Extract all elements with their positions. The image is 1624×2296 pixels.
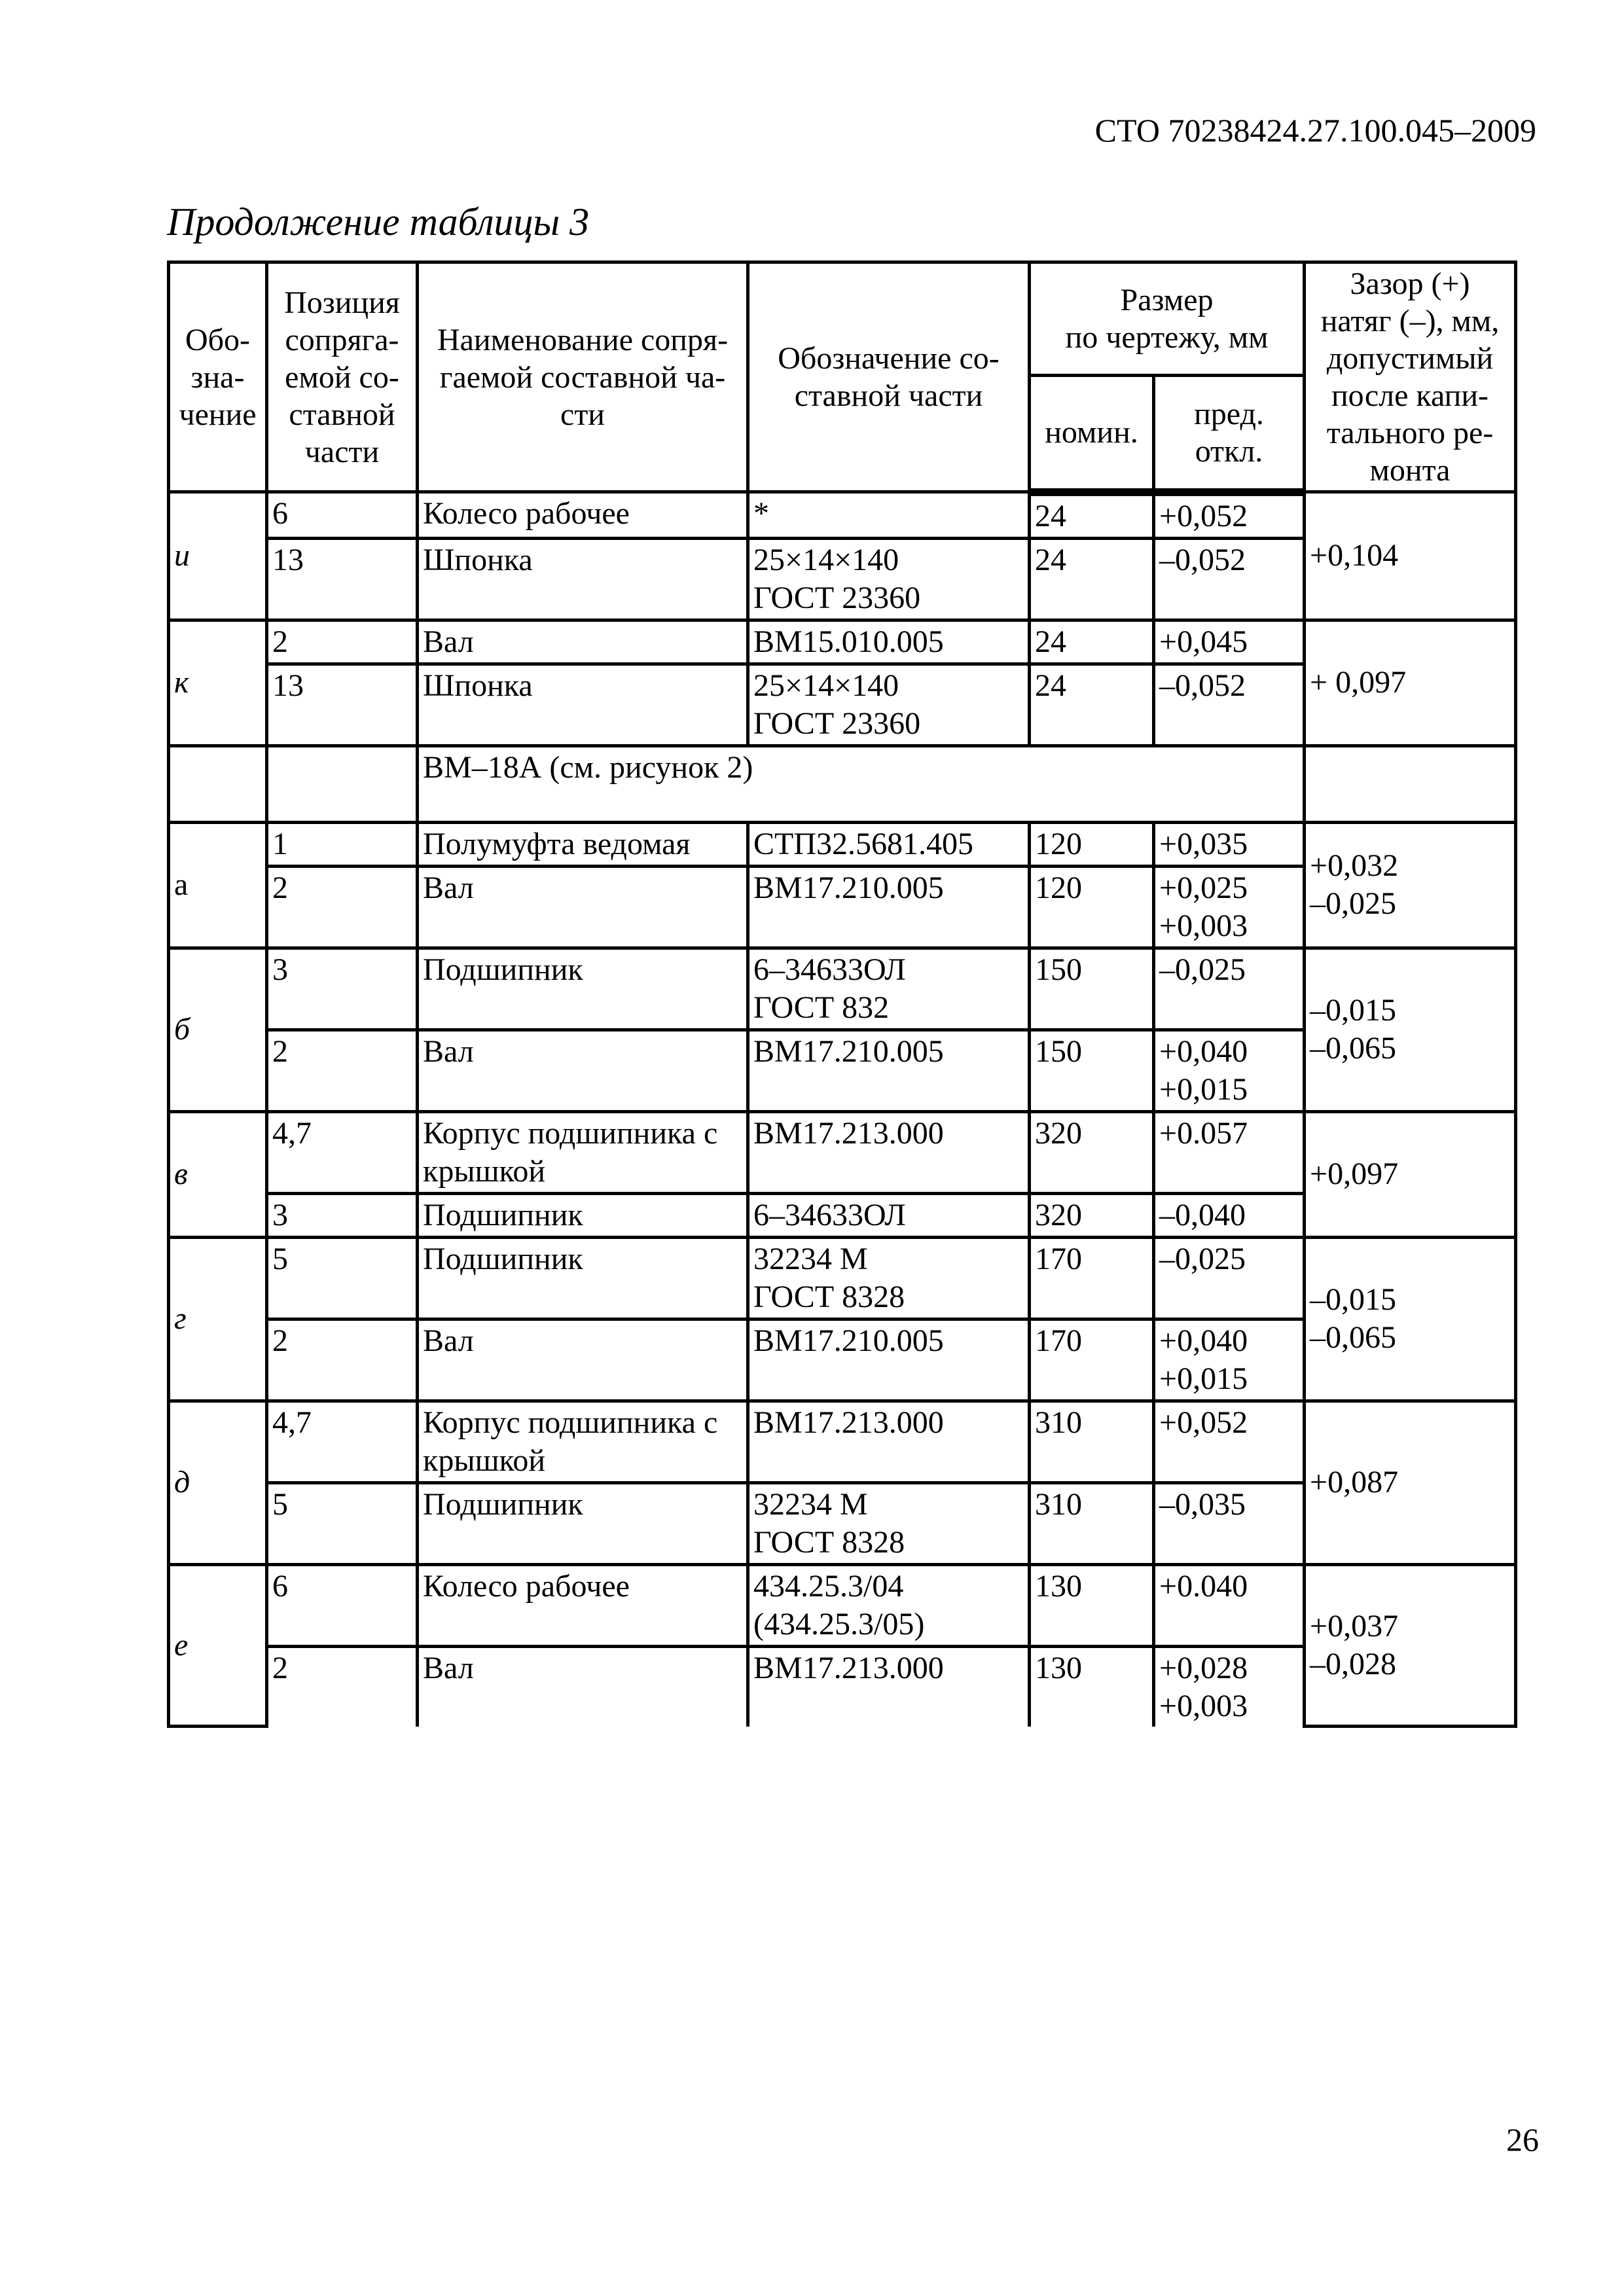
part-name-cell: Вал bbox=[418, 620, 748, 664]
position-cell: 3 bbox=[267, 948, 418, 1030]
deviation-cell: +0,040 +0,015 bbox=[1154, 1319, 1305, 1401]
designation-mark: и bbox=[169, 492, 267, 620]
position-cell: 3 bbox=[267, 1193, 418, 1237]
clearance-cell: –0,015 –0,065 bbox=[1305, 1237, 1516, 1401]
deviation-cell: +0,045 bbox=[1154, 620, 1305, 664]
clearance-cell: –0,015 –0,065 bbox=[1305, 948, 1516, 1111]
part-code-cell: ВМ17.210.005 bbox=[748, 866, 1030, 948]
deviation-cell: +0,028 +0,003 bbox=[1154, 1646, 1305, 1727]
nominal-size-cell: 150 bbox=[1030, 1030, 1154, 1111]
part-name-cell: Колесо рабочее bbox=[418, 492, 748, 539]
header-clearance: Зазор (+) натяг (–), мм, допустимый после капи- тального ре- монта bbox=[1305, 262, 1516, 492]
position-cell: 1 bbox=[267, 822, 418, 866]
part-code-cell: 32234 М ГОСТ 8328 bbox=[748, 1237, 1030, 1319]
page-number: 26 bbox=[1506, 2121, 1539, 2158]
clearance-cell: + 0,097 bbox=[1305, 620, 1516, 745]
position-cell: 4,7 bbox=[267, 1111, 418, 1193]
table-caption: Продолжение таблицы 3 bbox=[167, 200, 590, 243]
deviation-cell: –0,052 bbox=[1154, 664, 1305, 745]
nominal-size-cell: 24 bbox=[1030, 492, 1154, 539]
position-cell: 2 bbox=[267, 1646, 418, 1727]
part-code-cell: ВМ17.213.000 bbox=[748, 1646, 1030, 1727]
nominal-size-cell: 320 bbox=[1030, 1111, 1154, 1193]
designation-mark: е bbox=[169, 1564, 267, 1727]
position-cell: 6 bbox=[267, 1564, 418, 1646]
table-row bbox=[169, 1237, 1516, 1319]
part-code-cell: 6–34633ОЛ bbox=[748, 1193, 1030, 1237]
deviation-cell: +0.040 bbox=[1154, 1564, 1305, 1646]
designation-mark: к bbox=[169, 620, 267, 745]
nominal-size-cell: 170 bbox=[1030, 1319, 1154, 1401]
empty-cell bbox=[267, 745, 418, 822]
empty-cell bbox=[169, 745, 267, 822]
header-designation: Обо- зна- чение bbox=[169, 262, 267, 492]
nominal-size-cell: 310 bbox=[1030, 1482, 1154, 1564]
nominal-size-cell: 170 bbox=[1030, 1237, 1154, 1319]
nominal-size-cell: 130 bbox=[1030, 1564, 1154, 1646]
designation-mark: г bbox=[169, 1237, 267, 1401]
header-part-name: Наименование сопря- гаемой составной ча- сти bbox=[418, 262, 748, 492]
part-code-cell: 25×14×140 ГОСТ 23360 bbox=[748, 664, 1030, 745]
part-name-cell: Колесо рабочее bbox=[418, 1564, 748, 1646]
deviation-cell: +0,052 bbox=[1154, 492, 1305, 539]
header-size: Размер по чертежу, мм bbox=[1030, 262, 1305, 376]
position-cell: 5 bbox=[267, 1482, 418, 1564]
deviation-cell: –0,040 bbox=[1154, 1193, 1305, 1237]
deviation-cell: +0,035 bbox=[1154, 822, 1305, 866]
part-code-cell: ВМ17.213.000 bbox=[748, 1401, 1030, 1482]
section-row bbox=[169, 745, 1516, 822]
part-name-cell: Подшипник bbox=[418, 948, 748, 1030]
nominal-size-cell: 24 bbox=[1030, 620, 1154, 664]
nominal-size-cell: 320 bbox=[1030, 1193, 1154, 1237]
position-cell: 2 bbox=[267, 1319, 418, 1401]
header-position: Позиция сопряга- емой со- ставной части bbox=[267, 262, 418, 492]
part-name-cell: Шпонка bbox=[418, 664, 748, 745]
empty-cell bbox=[1305, 745, 1516, 822]
nominal-size-cell: 120 bbox=[1030, 866, 1154, 948]
part-name-cell: Вал bbox=[418, 1646, 748, 1727]
part-code-cell: * bbox=[748, 492, 1030, 539]
part-name-cell: Корпус подшипника с крышкой bbox=[418, 1111, 748, 1193]
parts-fit-table bbox=[167, 260, 1517, 1728]
deviation-cell: +0.057 bbox=[1154, 1111, 1305, 1193]
position-cell: 6 bbox=[267, 492, 418, 539]
table-row bbox=[169, 1111, 1516, 1193]
deviation-cell: –0,025 bbox=[1154, 948, 1305, 1030]
header-nominal: номин. bbox=[1030, 376, 1154, 492]
part-code-cell: СТП32.5681.405 bbox=[748, 822, 1030, 866]
deviation-cell: –0,035 bbox=[1154, 1482, 1305, 1564]
part-name-cell: Подшипник bbox=[418, 1482, 748, 1564]
part-name-cell: Шпонка bbox=[418, 538, 748, 620]
nominal-size-cell: 150 bbox=[1030, 948, 1154, 1030]
designation-mark: д bbox=[169, 1401, 267, 1564]
position-cell: 2 bbox=[267, 620, 418, 664]
part-code-cell: ВМ15.010.005 bbox=[748, 620, 1030, 664]
nominal-size-cell: 24 bbox=[1030, 538, 1154, 620]
table-row bbox=[169, 1564, 1516, 1646]
clearance-cell: +0,032 –0,025 bbox=[1305, 822, 1516, 948]
designation-mark: б bbox=[169, 948, 267, 1111]
position-cell: 4,7 bbox=[267, 1401, 418, 1482]
part-name-cell: Подшипник bbox=[418, 1193, 748, 1237]
header-deviation: пред. откл. bbox=[1154, 376, 1305, 492]
part-name-cell: Подшипник bbox=[418, 1237, 748, 1319]
part-name-cell: Корпус подшипника с крышкой bbox=[418, 1401, 748, 1482]
position-cell: 13 bbox=[267, 664, 418, 745]
part-name-cell: Полумуфта ведомая bbox=[418, 822, 748, 866]
clearance-cell: +0,037 –0,028 bbox=[1305, 1564, 1516, 1727]
part-name-cell: Вал bbox=[418, 866, 748, 948]
part-code-cell: ВМ17.213.000 bbox=[748, 1111, 1030, 1193]
clearance-cell: +0,104 bbox=[1305, 492, 1516, 620]
deviation-cell: +0,040 +0,015 bbox=[1154, 1030, 1305, 1111]
position-cell: 2 bbox=[267, 866, 418, 948]
clearance-cell: +0,087 bbox=[1305, 1401, 1516, 1564]
table-body bbox=[169, 492, 1516, 1727]
nominal-size-cell: 310 bbox=[1030, 1401, 1154, 1482]
document-code: СТО 70238424.27.100.045–2009 bbox=[1094, 112, 1536, 149]
clearance-cell: +0,097 bbox=[1305, 1111, 1516, 1237]
deviation-cell: +0,025 +0,003 bbox=[1154, 866, 1305, 948]
designation-mark: в bbox=[169, 1111, 267, 1237]
position-cell: 2 bbox=[267, 1030, 418, 1111]
section-label: ВМ–18А (см. рисунок 2) bbox=[418, 745, 1305, 822]
header-part-code: Обозначение со- ставной части bbox=[748, 262, 1030, 492]
table-row bbox=[169, 822, 1516, 866]
part-code-cell: ВМ17.210.005 bbox=[748, 1319, 1030, 1401]
part-name-cell: Вал bbox=[418, 1319, 748, 1401]
nominal-size-cell: 120 bbox=[1030, 822, 1154, 866]
position-cell: 5 bbox=[267, 1237, 418, 1319]
table-row bbox=[169, 948, 1516, 1030]
table-row bbox=[169, 1401, 1516, 1482]
part-code-cell: ВМ17.210.005 bbox=[748, 1030, 1030, 1111]
nominal-size-cell: 130 bbox=[1030, 1646, 1154, 1727]
designation-mark: а bbox=[169, 822, 267, 948]
part-code-cell: 6–34633ОЛ ГОСТ 832 bbox=[748, 948, 1030, 1030]
deviation-cell: +0,052 bbox=[1154, 1401, 1305, 1482]
part-name-cell: Вал bbox=[418, 1030, 748, 1111]
table-row bbox=[169, 620, 1516, 664]
part-code-cell: 434.25.3/04 (434.25.3/05) bbox=[748, 1564, 1030, 1646]
part-code-cell: 32234 М ГОСТ 8328 bbox=[748, 1482, 1030, 1564]
nominal-size-cell: 24 bbox=[1030, 664, 1154, 745]
part-code-cell: 25×14×140 ГОСТ 23360 bbox=[748, 538, 1030, 620]
table-row bbox=[169, 492, 1516, 539]
deviation-cell: –0,025 bbox=[1154, 1237, 1305, 1319]
position-cell: 13 bbox=[267, 538, 418, 620]
deviation-cell: –0,052 bbox=[1154, 538, 1305, 620]
